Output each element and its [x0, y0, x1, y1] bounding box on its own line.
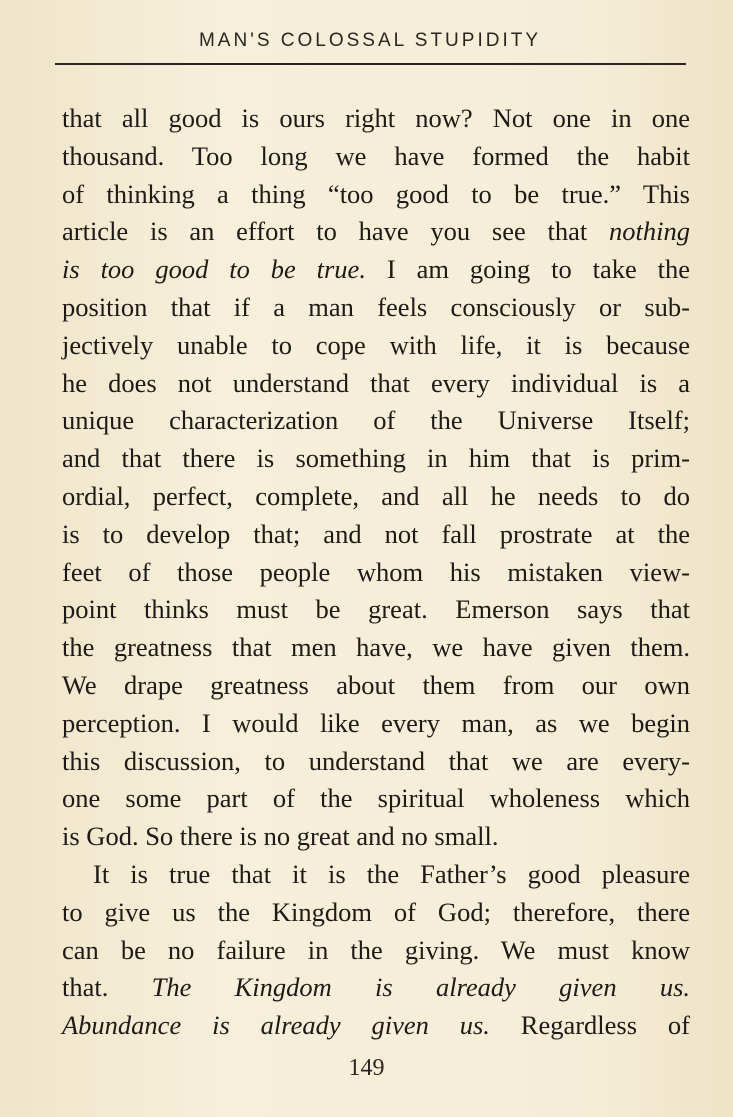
italic-text: The Kingdom is already given us.	[151, 972, 691, 1003]
text-line	[62, 780, 690, 818]
text-line	[62, 138, 690, 176]
text-segment: is to develop that; and not fall prostrate at the	[62, 518, 690, 549]
text-line	[62, 440, 690, 478]
text-line	[62, 932, 690, 970]
text-line	[62, 743, 690, 781]
text-line	[62, 289, 690, 327]
text-line	[62, 856, 690, 894]
text-segment: It is true that it is the Father’s good pleasure	[93, 858, 690, 889]
text-segment: position that if a man feels consciously or sub-	[62, 291, 690, 322]
text-line	[62, 100, 690, 138]
italic-text: nothing	[609, 216, 690, 247]
text-line	[62, 705, 690, 743]
text-line	[62, 667, 690, 705]
text-segment: Regardless of	[489, 1010, 690, 1041]
text-segment: one some part of the spiritual wholeness which	[62, 783, 690, 814]
text-line	[62, 478, 690, 516]
header-rule	[55, 63, 686, 65]
text-segment: I am going to take the	[365, 254, 690, 285]
text-line	[62, 1007, 690, 1045]
page-number: 149	[348, 1055, 385, 1081]
text-line	[62, 818, 690, 856]
text-line	[62, 894, 690, 932]
text-segment: article is an effort to have you see that	[62, 216, 610, 247]
text-segment: thousand. Too long we have formed the habit	[62, 140, 690, 171]
text-line	[62, 402, 690, 440]
text-segment: feet of those people whom his mistaken view-	[62, 556, 690, 587]
text-segment: We drape greatness about them from our own	[62, 669, 690, 700]
text-segment: he does not understand that every individual is a	[62, 367, 690, 398]
text-segment: that all good is ours right now? Not one in one	[62, 103, 690, 133]
text-segment: is God. So there is no great and no small.	[62, 821, 499, 852]
text-segment: and that there is something in him that is prim-	[62, 443, 690, 474]
text-line	[62, 365, 690, 403]
text-segment: perception. I would like every man, as we begin	[62, 707, 690, 738]
text-segment: this discussion, to understand that we are every-	[62, 745, 690, 776]
text-line	[62, 176, 690, 214]
text-segment: that.	[62, 972, 152, 1003]
text-line	[62, 554, 690, 592]
text-segment: jectively unable to cope with life, it is because	[62, 329, 690, 360]
text-line	[62, 969, 690, 1007]
body-text	[62, 100, 690, 1045]
text-line	[62, 213, 690, 251]
running-head: MAN'S COLOSSAL STUPIDITY	[198, 30, 542, 51]
italic-text: is too good to be true.	[62, 254, 366, 285]
text-line	[62, 327, 690, 365]
text-line	[62, 629, 690, 667]
text-segment: of thinking a thing “too good to be true.” This	[62, 178, 690, 209]
text-segment: point thinks must be great. Emerson says that	[62, 594, 690, 625]
text-segment: unique characterization of the Universe Itself;	[62, 405, 690, 436]
text-segment: can be no failure in the giving. We must know	[62, 934, 690, 965]
text-segment: ordial, perfect, complete, and all he needs to do	[62, 480, 690, 511]
text-line	[62, 251, 690, 289]
text-line	[62, 516, 690, 554]
italic-text: Abundance is already given us.	[62, 1010, 490, 1041]
text-segment: the greatness that men have, we have given them.	[62, 632, 690, 663]
text-segment: to give us the Kingdom of God; therefore, there	[62, 896, 690, 927]
text-line	[62, 591, 690, 629]
